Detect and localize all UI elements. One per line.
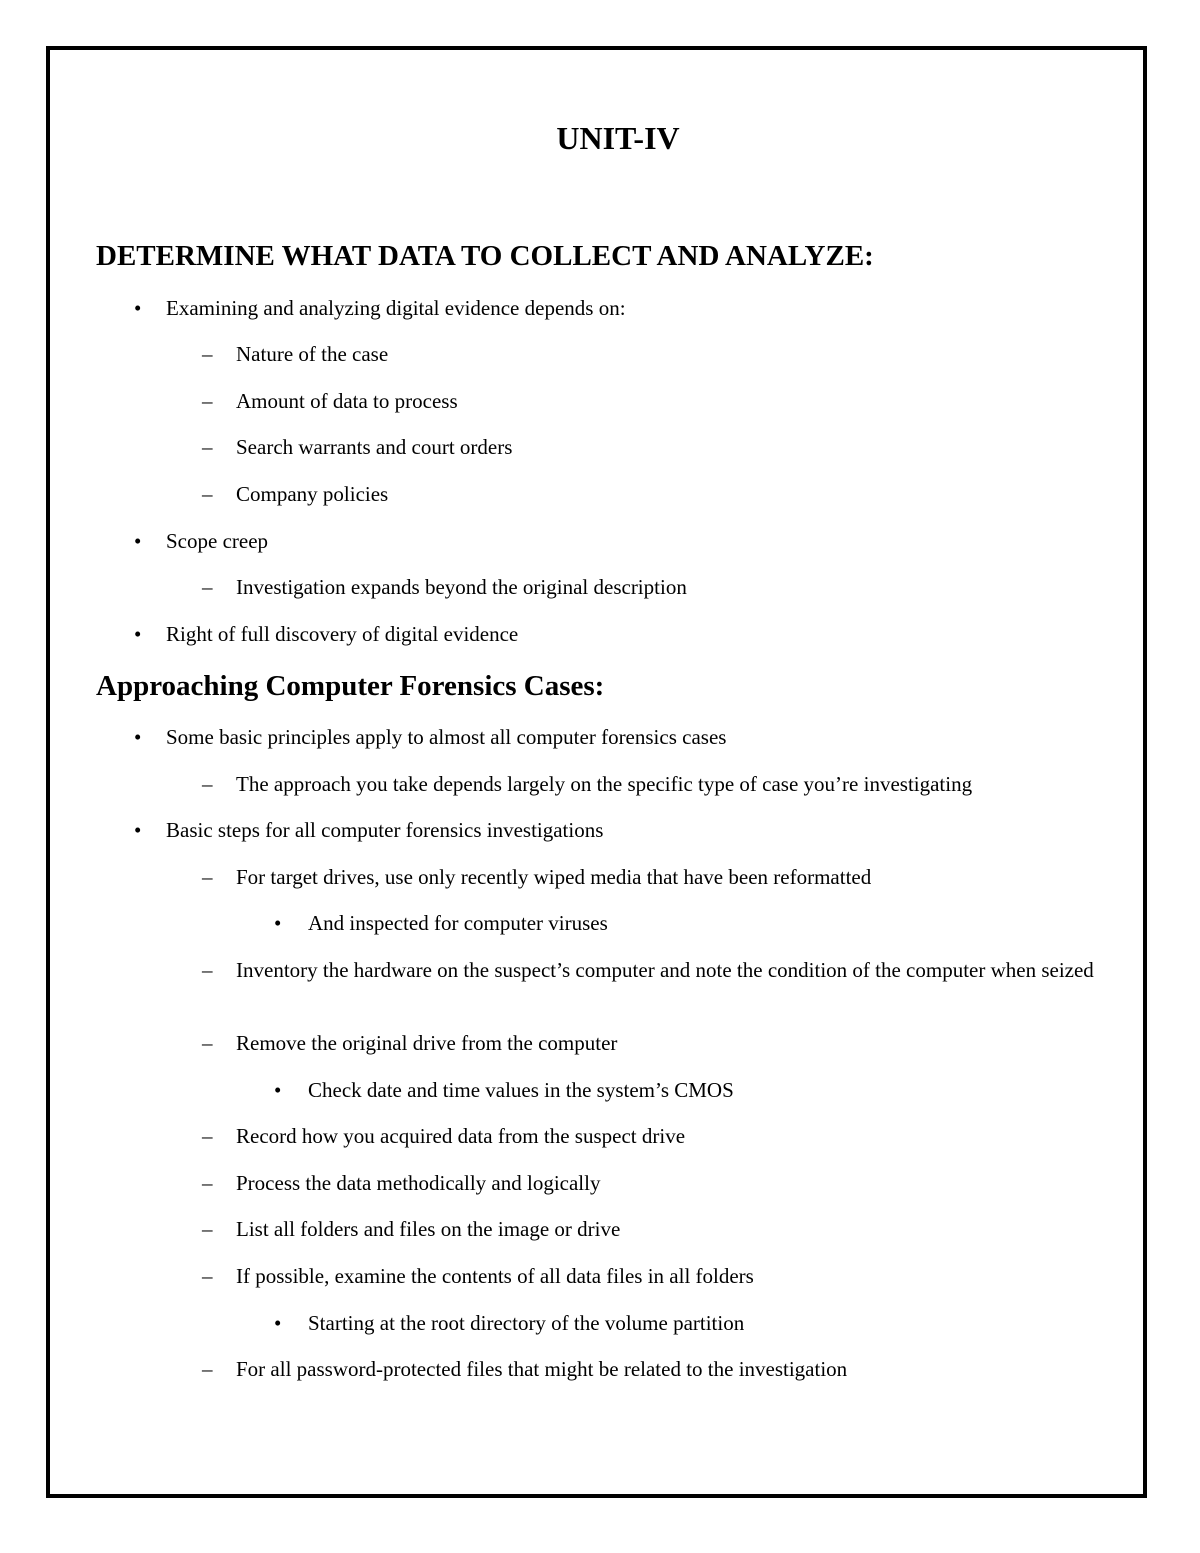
list-item: [274, 1077, 734, 1103]
list-item: [202, 388, 458, 414]
list-item: [202, 1356, 848, 1382]
list-item: [202, 1030, 618, 1056]
list-item-text: Inventory the hardware on the suspect’s computer and note the condition of the computer when seized: [236, 958, 1094, 982]
list-item: [202, 434, 513, 460]
list-item-text: Right of full discovery of digital evidence: [166, 622, 519, 646]
list-item: [202, 1263, 754, 1289]
list-item-text: Scope creep: [166, 529, 269, 553]
list-item-text: And inspected for computer viruses: [308, 911, 608, 935]
list-item-text: Examining and analyzing digital evidence depends on:: [166, 296, 626, 320]
list-item: [202, 341, 389, 367]
list-item-text: Check date and time values in the system’s CMOS: [308, 1078, 734, 1102]
dash-marker: –: [202, 342, 213, 366]
list-item: [134, 295, 626, 321]
bullet-marker: •: [274, 1311, 282, 1335]
dash-marker: –: [202, 1171, 213, 1195]
list-item-text: The approach you take depends largely on the specific type of case you’re investigating: [236, 772, 973, 796]
bullet-marker: •: [134, 529, 142, 553]
bullet-marker: •: [134, 622, 142, 646]
list-item: [134, 528, 269, 554]
dash-marker: –: [202, 772, 213, 796]
list-item: [202, 771, 973, 797]
dash-marker: –: [202, 865, 213, 889]
section-heading-determine-data: DETERMINE WHAT DATA TO COLLECT AND ANALYZE:: [96, 240, 874, 272]
list-item: [202, 574, 687, 600]
bullet-marker: •: [134, 296, 142, 320]
list-item: [202, 481, 389, 507]
list-item-text: Basic steps for all computer forensics investigations: [166, 818, 604, 842]
list-item: [202, 957, 1141, 983]
dash-marker: –: [202, 1124, 213, 1148]
list-item: [202, 1123, 686, 1149]
list-item-text: Some basic principles apply to almost all computer forensics cases: [166, 725, 727, 749]
list-item-text: List all folders and files on the image or drive: [236, 1217, 621, 1241]
list-item-text: Record how you acquired data from the suspect drive: [236, 1124, 686, 1148]
list-item: [202, 1170, 601, 1196]
list-item-text: Investigation expands beyond the original description: [236, 575, 687, 599]
list-item-text: Process the data methodically and logically: [236, 1171, 601, 1195]
bullet-marker: •: [134, 818, 142, 842]
dash-marker: –: [202, 1217, 213, 1241]
list-item: [274, 1310, 745, 1336]
dash-marker: –: [202, 435, 213, 459]
list-item-text: Amount of data to process: [236, 389, 458, 413]
list-item-text: If possible, examine the contents of all data files in all folders: [236, 1264, 754, 1288]
dash-marker: –: [202, 575, 213, 599]
dash-marker: –: [202, 482, 213, 506]
page-title: UNIT-IV: [556, 120, 680, 156]
list-item: [202, 864, 872, 890]
list-item: [202, 1216, 621, 1242]
dash-marker: –: [202, 1031, 213, 1055]
dash-marker: –: [202, 1264, 213, 1288]
bullet-marker: •: [134, 725, 142, 749]
list-item-text: Company policies: [236, 482, 389, 506]
dash-marker: –: [202, 1357, 213, 1381]
dash-marker: –: [202, 958, 213, 982]
list-item-text: For target drives, use only recently wiped media that have been reformatted: [236, 865, 872, 889]
list-item-text: Starting at the root directory of the volume partition: [308, 1311, 745, 1335]
bullet-marker: •: [274, 1078, 282, 1102]
section-heading-approaching-cases: Approaching Computer Forensics Cases:: [96, 670, 605, 702]
list-item-text: Search warrants and court orders: [236, 435, 513, 459]
list-item: [134, 817, 604, 843]
list-item-text: For all password-protected files that might be related to the investigation: [236, 1357, 848, 1381]
list-item-text: Nature of the case: [236, 342, 389, 366]
list-item-text: Remove the original drive from the computer: [236, 1031, 618, 1055]
list-item: [134, 621, 519, 647]
list-item: [274, 910, 608, 936]
dash-marker: –: [202, 389, 213, 413]
bullet-marker: •: [274, 911, 282, 935]
list-item: [134, 724, 727, 750]
